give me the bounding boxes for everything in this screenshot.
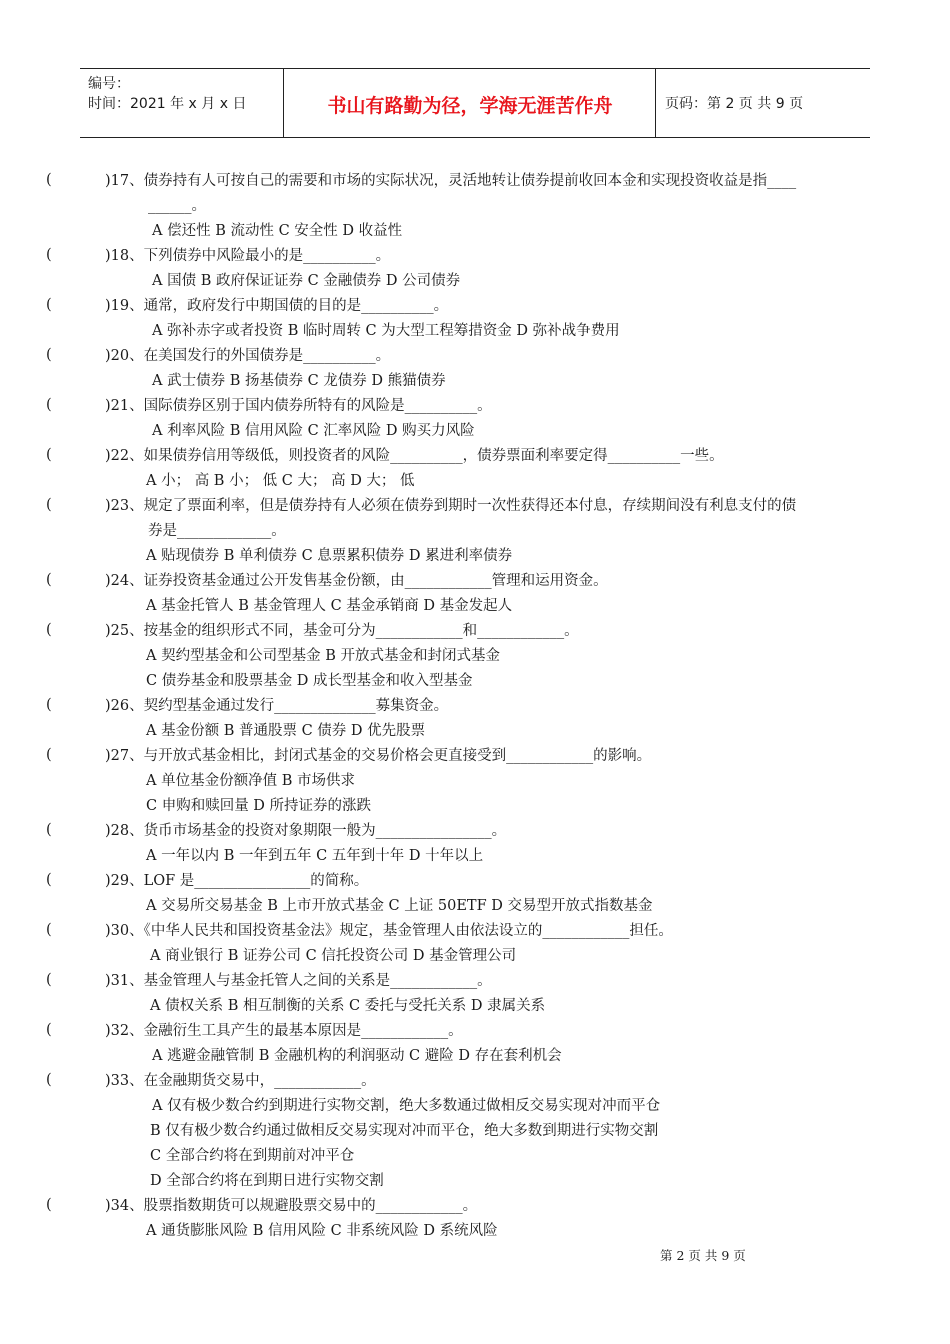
answer-options: C 债券基金和股票基金 D 成长型基金和收入型基金 bbox=[146, 673, 473, 689]
answer-options: A 债权关系 B 相互制衡的关系 C 委托与受托关系 D 隶属关系 bbox=[150, 998, 546, 1014]
answer-blank-paren: ( bbox=[46, 622, 52, 638]
header-page-cell bbox=[657, 69, 870, 137]
answer-options: C 申购和赎回量 D 所持证券的涨跌 bbox=[146, 798, 372, 814]
answer-blank-paren: ( bbox=[46, 1072, 52, 1088]
answer-options: A 利率风险 B 信用风险 C 汇率风险 D 购买力风险 bbox=[152, 423, 475, 439]
answer-options: 券是_____________。 bbox=[148, 523, 286, 539]
answer-blank-paren: ( bbox=[46, 172, 52, 188]
question-text: )26、契约型基金通过发行______________募集资金。 bbox=[105, 698, 449, 714]
answer-blank-paren: ( bbox=[46, 822, 52, 838]
answer-blank-paren: ( bbox=[46, 697, 52, 713]
answer-blank-paren: ( bbox=[46, 497, 52, 513]
answer-options: A 交易所交易基金 B 上市开放式基金 C 上证 50ETF D 交易型开放式指数基金 bbox=[146, 898, 653, 914]
answer-blank-paren: ( bbox=[46, 747, 52, 763]
question-text: )27、与开放式基金相比，封闭式基金的交易价格会更直接受到____________的影响。 bbox=[105, 748, 652, 764]
answer-blank-paren: ( bbox=[46, 447, 52, 463]
answer-options: A 一年以内 B 一年到五年 C 五年到十年 D 十年以上 bbox=[146, 848, 484, 864]
question-text: )17、债券持有人可按自己的需要和市场的实际状况，灵活地转让债券提前收回本金和实现投资收益是指____ bbox=[105, 173, 797, 189]
answer-options: A 逃避金融管制 B 金融机构的利润驱动 C 避险 D 存在套利机会 bbox=[152, 1048, 562, 1064]
page-footer: 第 2 页 共 9 页 bbox=[660, 1248, 746, 1263]
question-text: )21、国际债券区别于国内债券所特有的风险是__________。 bbox=[105, 398, 492, 414]
question-text: )18、下列债券中风险最小的是__________。 bbox=[105, 248, 391, 264]
answer-blank-paren: ( bbox=[46, 1022, 52, 1038]
question-text: )23、规定了票面利率，但是债券持有人必须在债券到期时一次性获得还本付息，存续期间没有利息支付的债 bbox=[105, 498, 797, 514]
answer-blank-paren: ( bbox=[46, 347, 52, 363]
question-text: )24、证券投资基金通过公开发售基金份额，由____________管理和运用资金。 bbox=[105, 573, 608, 589]
question-text: )28、货币市场基金的投资对象期限一般为________________。 bbox=[105, 823, 507, 839]
answer-options: A 弥补赤字或者投资 B 临时周转 C 为大型工程筹措资金 D 弥补战争费用 bbox=[152, 323, 620, 339]
question-text: )32、金融衍生工具产生的最基本原因是____________。 bbox=[105, 1023, 463, 1039]
header-info-cell bbox=[80, 69, 284, 137]
answer-options: ______。 bbox=[148, 198, 206, 214]
answer-blank-paren: ( bbox=[46, 572, 52, 588]
page-header bbox=[80, 68, 870, 138]
answer-blank-paren: ( bbox=[46, 922, 52, 938]
document-number-label: 编号： bbox=[88, 76, 130, 92]
answer-options: A 贴现债券 B 单利债券 C 息票累积债券 D 累进利率债券 bbox=[146, 548, 513, 564]
answer-options: A 通货膨胀风险 B 信用风险 C 非系统风险 D 系统风险 bbox=[146, 1223, 498, 1239]
answer-options: A 仅有极少数合约到期进行实物交割，绝大多数通过做相反交易实现对冲而平仓 bbox=[152, 1098, 661, 1114]
question-text: )30、《中华人民共和国投资基金法》规定，基金管理人由依法设立的____________担任。 bbox=[105, 923, 673, 939]
document-date-label: 时间：2021 年 x 月 x 日 bbox=[88, 96, 247, 112]
answer-options: C 全部合约将在到期前对冲平仓 bbox=[150, 1148, 355, 1164]
answer-options: A 单位基金份额净值 B 市场供求 bbox=[146, 773, 355, 789]
header-motto-cell bbox=[285, 69, 656, 137]
answer-options: D 全部合约将在到期日进行实物交割 bbox=[150, 1173, 384, 1189]
question-text: )25、按基金的组织形式不同，基金可分为____________和____________。 bbox=[105, 623, 579, 639]
answer-blank-paren: ( bbox=[46, 1197, 52, 1213]
question-text: )29、LOF 是________________的简称。 bbox=[105, 873, 369, 889]
answer-options: A 契约型基金和公司型基金 B 开放式基金和封闭式基金 bbox=[146, 648, 500, 664]
answer-blank-paren: ( bbox=[46, 872, 52, 888]
answer-options: B 仅有极少数合约通过做相反交易实现对冲而平仓，绝大多数到期进行实物交割 bbox=[150, 1123, 659, 1139]
question-text: )22、如果债券信用等级低，则投资者的风险__________，债券票面利率要定得__________一些。 bbox=[105, 448, 724, 464]
answer-blank-paren: ( bbox=[46, 972, 52, 988]
answer-options: A 小； 高 B 小； 低 C 大； 高 D 大； 低 bbox=[146, 473, 415, 489]
answer-blank-paren: ( bbox=[46, 247, 52, 263]
header-page-number: 页码：第 2 页 共 9 页 bbox=[665, 96, 804, 112]
question-text: )19、通常，政府发行中期国债的目的是__________。 bbox=[105, 298, 449, 314]
answer-options: A 基金份额 B 普通股票 C 债券 D 优先股票 bbox=[146, 723, 426, 739]
question-text: )31、基金管理人与基金托管人之间的关系是____________。 bbox=[105, 973, 492, 989]
answer-options: A 商业银行 B 证券公司 C 信托投资公司 D 基金管理公司 bbox=[150, 948, 517, 964]
answer-options: A 国债 B 政府保证证券 C 金融债券 D 公司债券 bbox=[152, 273, 461, 289]
motto-text: 书山有路勤为径，学海无涯苦作舟 bbox=[327, 95, 613, 117]
answer-options: A 基金托管人 B 基金管理人 C 基金承销商 D 基金发起人 bbox=[146, 598, 513, 614]
answer-options: A 偿还性 B 流动性 C 安全性 D 收益性 bbox=[152, 223, 403, 239]
answer-blank-paren: ( bbox=[46, 397, 52, 413]
question-text: )20、在美国发行的外国债券是__________。 bbox=[105, 348, 391, 364]
answer-blank-paren: ( bbox=[46, 297, 52, 313]
answer-options: A 武士债券 B 扬基债券 C 龙债券 D 熊猫债券 bbox=[152, 373, 446, 389]
question-text: )33、在金融期货交易中，____________。 bbox=[105, 1073, 376, 1089]
question-text: )34、股票指数期货可以规避股票交易中的____________。 bbox=[105, 1198, 478, 1214]
